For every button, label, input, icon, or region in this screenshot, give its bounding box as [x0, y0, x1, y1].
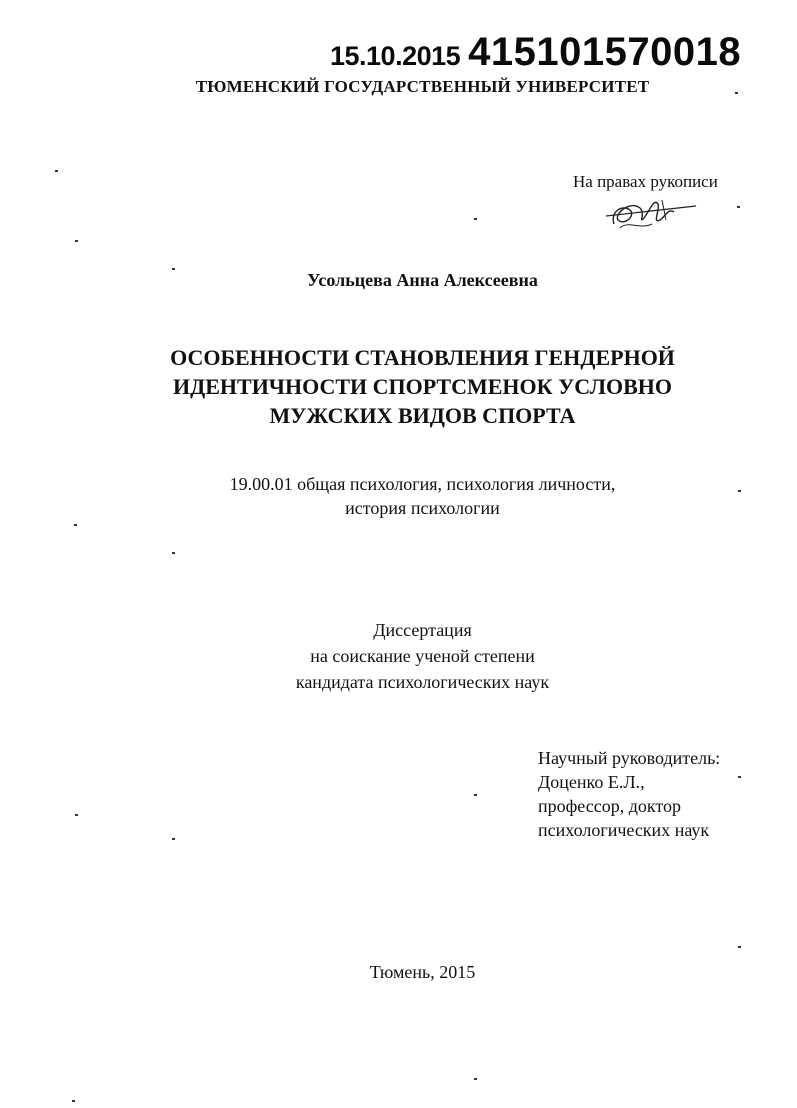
- scan-speck: [738, 776, 741, 778]
- title-line: ОСОБЕННОСТИ СТАНОВЛЕНИЯ ГЕНДЕРНОЙ: [170, 345, 675, 370]
- scan-speck: [172, 268, 175, 270]
- manuscript-note: На правах рукописи: [573, 172, 718, 191]
- advisor-line: психологических наук: [538, 820, 710, 840]
- scan-speck: [75, 814, 78, 816]
- degree-line: кандидата психологических наук: [295, 672, 550, 692]
- registration-stamp: [330, 30, 741, 75]
- title-line: ИДЕНТИЧНОСТИ СПОРТСМЕНОК УСЛОВНО: [172, 374, 673, 399]
- specialty: [0, 472, 797, 520]
- scientific-advisor: [538, 746, 720, 842]
- scan-speck: [738, 490, 741, 492]
- title-line: МУЖСКИХ ВИДОВ СПОРТА: [269, 403, 576, 428]
- signature-image: [600, 190, 700, 234]
- scan-speck: [474, 1078, 477, 1080]
- dissertation-title: [0, 343, 797, 430]
- degree-statement: [0, 617, 797, 695]
- scan-speck: [172, 838, 175, 840]
- scan-speck: [474, 794, 477, 796]
- university-name: ТЮМЕНСКИЙ ГОСУДАРСТВЕННЫЙ УНИВЕРСИТЕТ: [195, 77, 650, 96]
- specialty-line: история психологии: [345, 498, 500, 518]
- advisor-line: профессор, доктор: [538, 796, 682, 816]
- scan-speck: [735, 92, 738, 94]
- city-and-year: Тюмень, 2015: [369, 962, 476, 982]
- scan-speck: [172, 552, 175, 554]
- scan-speck: [474, 218, 477, 220]
- specialty-line: 19.00.01 общая психология, психология личности,: [229, 474, 616, 494]
- author-name: Усольцева Анна Алексеевна: [307, 270, 538, 290]
- advisor-line: Научный руководитель:: [538, 748, 721, 768]
- scan-speck: [75, 240, 78, 242]
- degree-line: Диссертация: [373, 620, 472, 640]
- advisor-line: Доценко Е.Л.,: [538, 772, 645, 792]
- scan-speck: [74, 524, 77, 526]
- stamp-date: 15.10.2015: [330, 41, 461, 71]
- scan-speck: [738, 946, 741, 948]
- scan-speck: [737, 206, 740, 208]
- degree-line: на соискание ученой степени: [310, 646, 535, 666]
- scan-speck: [55, 170, 58, 172]
- stamp-number: 415101570018: [468, 30, 742, 74]
- scan-speck: [72, 1100, 75, 1102]
